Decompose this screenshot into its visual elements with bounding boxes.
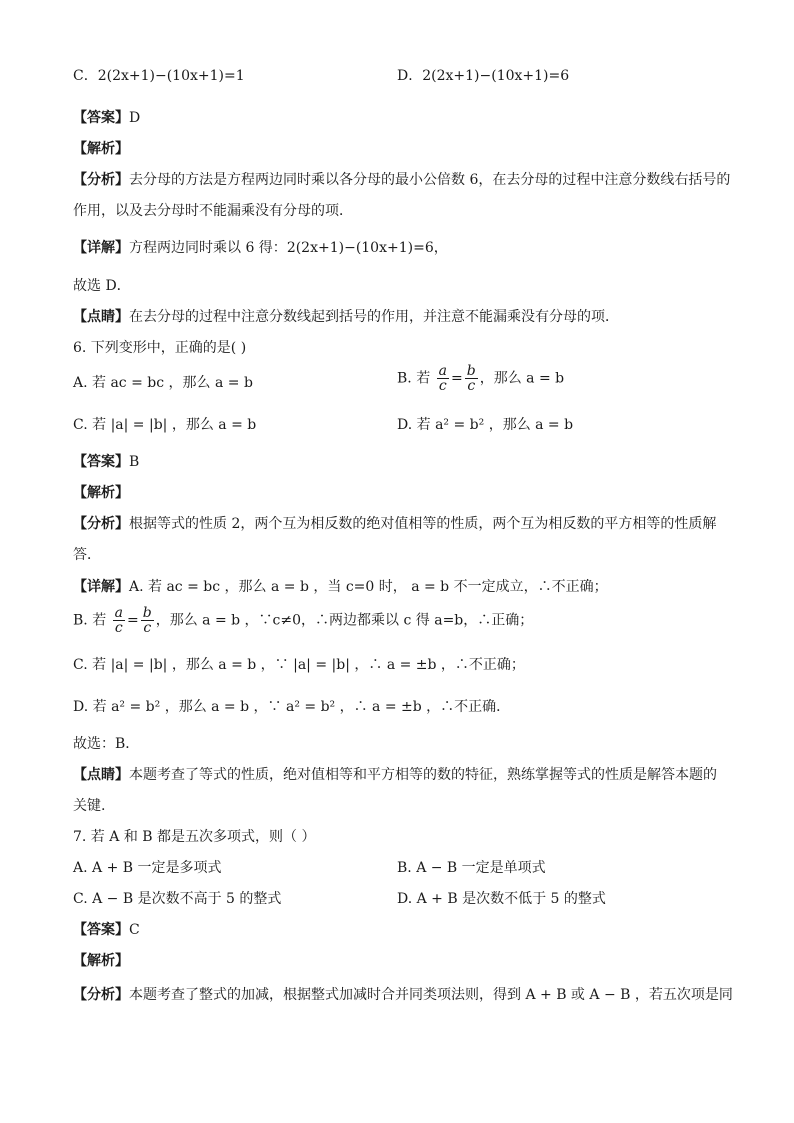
- q7-option-d: D. A + B 是次数不低于 5 的整式: [397, 891, 606, 907]
- fraction-a-over-c: $\frac{a}{c}$: [114, 605, 124, 636]
- q6-answer: 【答案】B: [73, 454, 140, 470]
- q5-xiangjie: 【详解】方程两边同时乘以 6 得：2(2x+1)−(10x+1)=6，: [73, 240, 448, 256]
- q6-xiangjie-b: B. 若 $\frac{a}{c}$ = $\frac{b}{c}$ ，那么 a = b ，∵c≠0，∴两边都乘以 c 得 a=b，∴正确；: [73, 605, 534, 636]
- q5-analysis-title: 【解析】: [73, 141, 129, 157]
- q6-option-a: A. 若 ac = bc ，那么 a = b: [73, 375, 253, 391]
- fraction-a-over-c: $\frac{a}{c}$: [438, 363, 448, 394]
- q5-option-c: C．2(2x+1)−(10x+1)=1: [73, 68, 245, 84]
- q6-xiangjie-a: 【详解】A. 若 ac = bc ，那么 a = b ，当 c=0 时， a = b 不一定成立，∴不正确；: [73, 579, 608, 595]
- q6-fenxi-line2: 答．: [73, 547, 101, 563]
- q5-answer: 【答案】D: [73, 110, 141, 126]
- q6-analysis-title: 【解析】: [73, 485, 129, 501]
- q5-dianjing: 【点睛】在去分母的过程中注意分数线起到括号的作用，并注意不能漏乘没有分母的项．: [73, 309, 619, 325]
- q6-stem: 6. 下列变形中，正确的是( ): [73, 340, 247, 356]
- q6-xiangjie-c: C. 若 |a| = |b| ，那么 a = b ，∵ |a| = |b| ，∴ a = ±b ，∴不正确；: [73, 657, 525, 673]
- q6-dianjing-line2: 关键.: [73, 798, 106, 814]
- q7-option-b: B. A − B 一定是单项式: [397, 860, 546, 876]
- q6-choose: 故选：B．: [73, 736, 140, 752]
- q6-option-c: C. 若 |a| = |b| ，那么 a = b: [73, 417, 257, 433]
- q5-option-d: D．2(2x+1)−(10x+1)=6: [397, 68, 570, 84]
- q6-option-b: B. 若 $\frac{a}{c}$ = $\frac{b}{c}$ ，那么 a = b: [397, 363, 565, 394]
- q6-dianjing-line1: 【点睛】本题考查了等式的性质，绝对值相等和平方相等的数的特征，熟练掌握等式的性质是解答本题的: [73, 767, 717, 783]
- q7-option-c: C. A − B 是次数不高于 5 的整式: [73, 891, 282, 907]
- q7-answer: 【答案】C: [73, 922, 140, 938]
- q7-analysis-title: 【解析】: [73, 953, 129, 969]
- q6-option-d: D. 若 a² = b² ，那么 a = b: [397, 417, 574, 433]
- fraction-b-over-c: $\frac{b}{c}$: [142, 605, 152, 636]
- q5-fenxi-line2: 作用，以及去分母时不能漏乘没有分母的项．: [73, 203, 353, 219]
- q7-stem: 7. 若 A 和 B 都是五次多项式，则（ ）: [73, 829, 316, 845]
- fraction-b-over-c: $\frac{b}{c}$: [466, 363, 476, 394]
- q5-fenxi-line1: 【分析】去分母的方法是方程两边同时乘以各分母的最小公倍数 6，在去分母的过程中注意分数线右括号的: [73, 172, 731, 188]
- q6-xiangjie-d: D. 若 a² = b² ，那么 a = b ，∵ a² = b² ，∴ a = ±b ，∴不正确．: [73, 699, 511, 715]
- q7-fenxi: 【分析】本题考查了整式的加减，根据整式加减时合并同类项法则，得到 A + B 或 A − B ，若五次项是同: [73, 987, 733, 1003]
- q6-fenxi-line1: 【分析】根据等式的性质 2，两个互为相反数的绝对值相等的性质，两个互为相反数的平方相等的性质解: [73, 516, 717, 532]
- q5-choose: 故选 D．: [73, 278, 131, 294]
- q7-option-a: A. A + B 一定是多项式: [73, 860, 222, 876]
